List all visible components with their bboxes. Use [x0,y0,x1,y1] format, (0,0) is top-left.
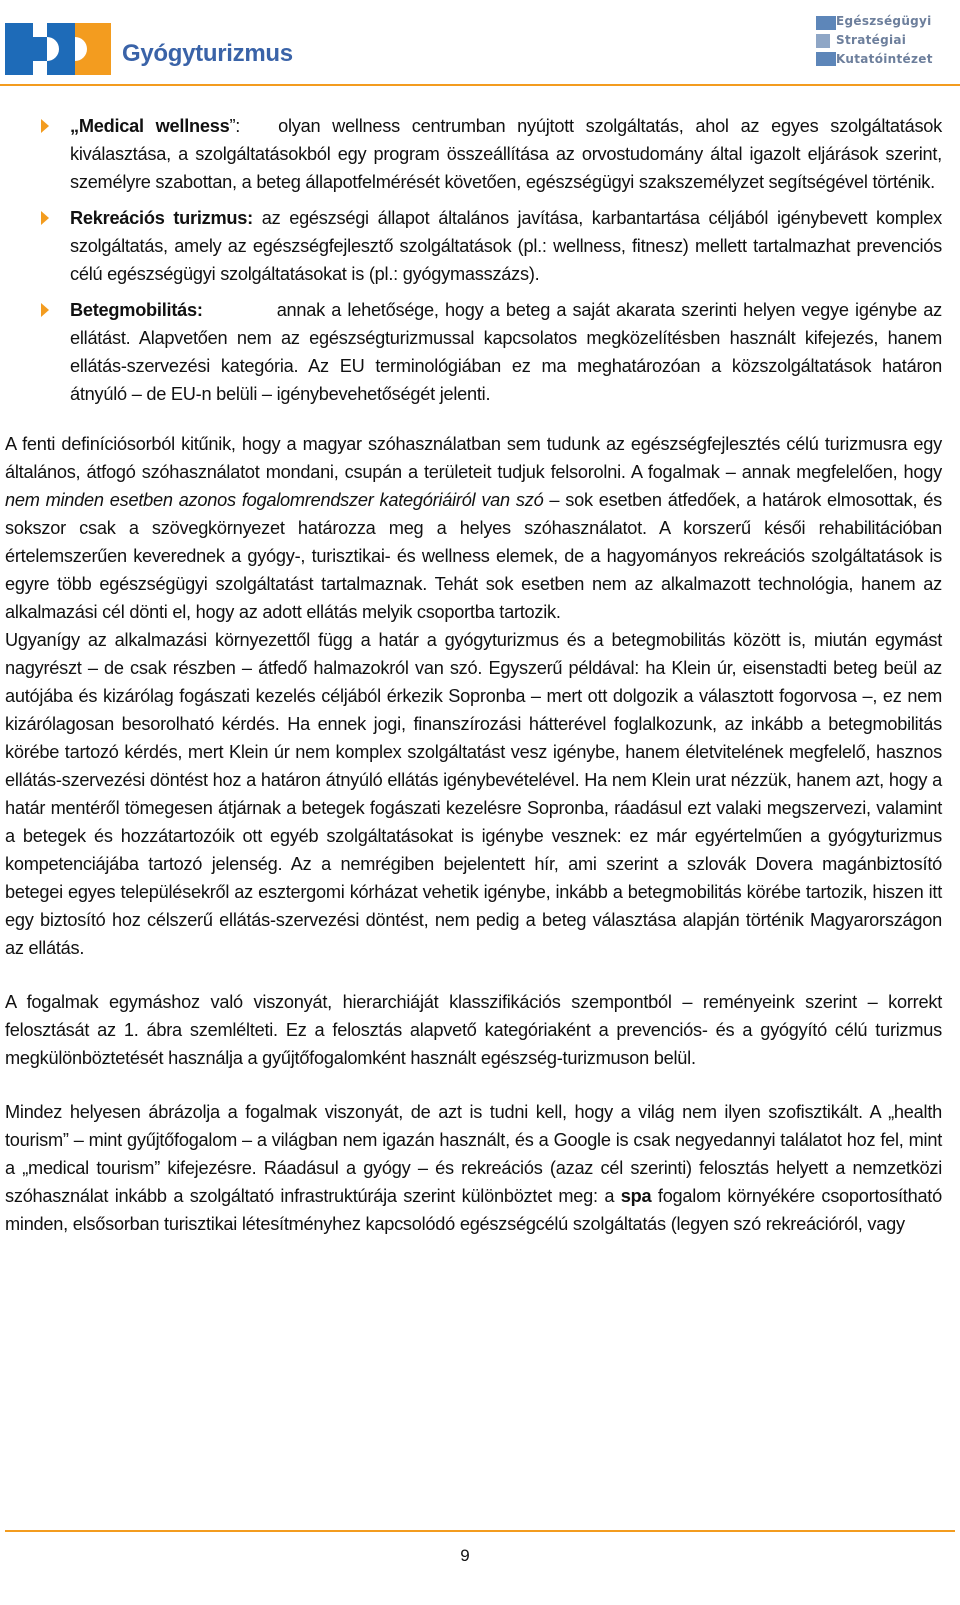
definition-item [5,296,942,408]
paragraph-text: fogalom környékére csoportosítható minden, elsősorban turisztikai létesítményhez kapcsolódó egészségcélú szolgáltatás (legyen szó rekreációról, vagy [5,1186,942,1234]
body-paragraph [5,1098,942,1238]
definition-term: „Medical wellness [70,116,230,136]
page-number: 9 [460,1546,470,1565]
gyogyturizmus-logo [5,23,305,83]
paragraph-bold-term: spa [620,1186,652,1206]
body-paragraph: Ugyanígy az alkalmazási környezettől függ a határ a gyógyturizmus és a betegmobilitás között is, miután egymást nagyrészt – de csak részben – átfedő halmazokról van szó. Egyszerű példával: ha Klein úr, eisenstadti beteg beül az autójába és kizárólag fogászati kezelés céljából érkezik Sopronba – mert ott dolgozik a választott fogorvosa –, ez nem kizárólagosan besorolható kérdés. Ha ennek jogi, finanszírozási hátterével foglalkozunk, az inkább a betegmobilitás körébe tartozó kérdés, mert Klein úr nem komplex szolgáltatást vesz igénybe, hanem életvitelének megfelelő, hasznos ellátás-szervezési döntést hoz a határon átnyúló ellátás igénybevételével. Ha nem Klein urat nézzük, hanem azt, hogy a határ mentéről tömegesen átjárnak a betegek fogászati kezelésre Sopronba, ráadásul ezt valaki megszervezi, valamint a betegek és hozzátartozóik ott egyéb szolgáltatásokat is igénybe vesznek: ez már egyértelműen a gyógyturizmus kompetenciájába tartozó jelenség. Az a nemrégiben bejelentett hír, ami szerint a szlovák Dovera magánbiztosító betegei egyes településekről az esztergomi kórházat vehetik igénybe, inkább a betegmobilitás körébe tartozik, hiszen itt egy biztosító hoz célszerű ellátás-szervezési döntést, nem pedig a beteg választása alapján történik Magyarországon az ellátás. [5,630,942,958]
definition-item [5,204,942,288]
definition-text: az egészségi állapot általános javítása, karbantartása céljából igénybevett komplex szolgáltatás, amely az egészségfejlesztő szolgáltatások (pl.: wellness, fitnesz) mellett tartalmazhat prevenciós célú egészségügyi szolgáltatásokat is (pl.: gyógymasszázs). [70,208,943,284]
eski-logo [812,12,952,72]
body-paragraph: A fogalmak egymáshoz való viszonyát, hierarchiáját klasszifikációs szempontból – reményeink szerint – korrekt felosztását az 1. ábra szemlélteti. Ez a felosztás alapvető kategóriaként a prevenciós- és a gyógyító célú turizmus megkülönböztetését használja a gyűjtőfogalomként használt egészség-turizmuson belül. [5,992,942,1068]
paragraph-text: A fenti definíciósorból kitűnik, hogy a magyar szóhasználatban sem tudunk az egészségfejlesztés célú turizmusra egy általános, átfogó szóhasználatot mondani, csupán a területeit tudjuk felsorolni. A fogalmak – annak megfelelően, hogy [5,434,942,482]
header-divider [0,84,960,86]
bullet-arrow-icon [41,119,49,133]
definition-term: Betegmobilitás: [70,300,203,320]
definition-term: Rekreációs turizmus: [70,208,253,228]
logo-blocks-icon [5,23,111,75]
paragraph-text: – sok esetben átfedőek, a határok elmosottak, és sokszor csak a szövegkörnyezet határozza meg a helyes szóhasználatot. A korszerű késői rehabilitációban értelemszerűen keverednek a gyógy-, turisztikai- és wellness elemek, de a hagyományos rekreációs szolgáltatások is egyre több egészségügyi szolgáltatást tartalmaznak. Tehát sok esetben nem az alkalmazott technológia, hanem az alkalmazási cél dönti el, hogy az adott ellátás melyik csoportba tartozik. [5,490,942,622]
definition-text: olyan wellness centrumban nyújtott szolgáltatás, ahol az egyes szolgáltatások kiválasztása, a szolgáltatásokból egy program összeállítása az orvostudomány által igazolt eljárások szerint, személyre szabottan, a beteg állapotfelmérését követően, egészségügyi szakszemélyzet segítségével történik. [70,116,943,192]
institute-line-2: Stratégiai [836,33,907,47]
institute-line-3: Kutatóintézet [836,52,933,66]
body-paragraph [5,430,942,626]
institute-line-1: Egészségügyi [836,14,932,28]
definition-text: annak a lehetősége, hogy a beteg a saját akarata szerinti helyen vegye igénybe az ellátást. Alapvetően nem az egészségturizmussal kapcsolatos megközelítésben használt kifejezés, hanem ellátás-szervezési kategória. Az EU terminológiában ez ma meghatározóan a közszolgáltatások határon átnyúló – de EU-n belüli – igénybevehetőségét jelenti. [70,300,942,404]
definition-term-suffix: ”: [229,116,241,136]
page-header [0,0,960,88]
bullet-arrow-icon [41,211,49,225]
paragraph-text: Mindez helyesen ábrázolja a fogalmak viszonyát, de azt is tudni kell, hogy a világ nem ilyen szofisztikált. A „health tourism” – mint gyűjtőfogalom – a világban nem igazán használt, és a Google is csak negyedannyi találatot hoz fel, mint a „medical tourism” kifejezésre. Ráadásul a gyógy – és rekreációs (azaz cél szerinti) felosztás helyett a nemzetközi szóhasználat inkább a szolgáltató infrastruktúrája szerint különböztet meg: a [5,1102,942,1206]
definition-item [5,112,942,196]
document-body [5,112,942,1238]
paragraph-emphasis: nem minden esetben azonos fogalomrendszer kategóriáiról van szó [5,490,544,510]
footer-divider [5,1530,955,1532]
brand-title: Gyógyturizmus [122,40,293,67]
bullet-arrow-icon [41,303,49,317]
